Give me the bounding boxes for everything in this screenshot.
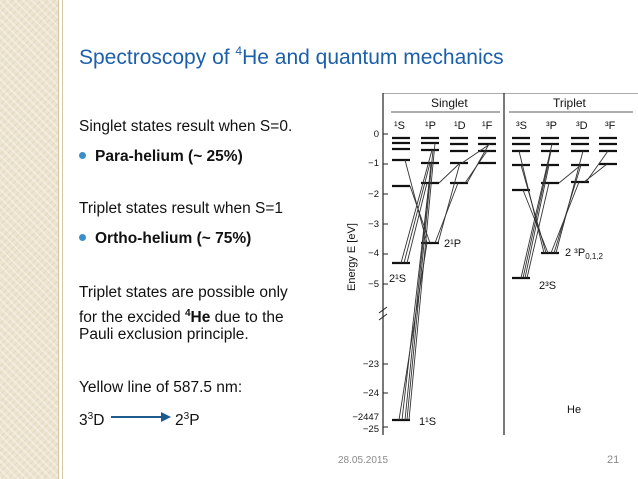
label-1-1S: 1¹S xyxy=(419,416,437,428)
transition-arrow-icon xyxy=(109,409,173,425)
label-2-3P-sub: 0,1,2 xyxy=(585,252,603,261)
footer-date: 28.05.2015 xyxy=(338,455,389,466)
y-tick: −1 xyxy=(368,158,379,169)
ortho-helium-bullet xyxy=(79,230,251,248)
col-1S: ¹S xyxy=(394,120,405,132)
y-axis-label: Energy E [eV] xyxy=(346,223,358,291)
transition-from-sup: 3 xyxy=(87,411,94,422)
singlet-line: Singlet states result when S=0. xyxy=(79,118,293,135)
singlet-levels xyxy=(392,138,496,420)
triplet-line: Triplet states result when S=1 xyxy=(79,200,284,217)
possible-line-2-sup: 4 xyxy=(184,308,191,319)
col-1D: ¹D xyxy=(454,120,466,132)
y-tick: −4 xyxy=(368,248,379,259)
possible-line-2 xyxy=(79,304,284,327)
singlet-header: Singlet xyxy=(431,96,468,110)
y-tick: −24 xyxy=(362,388,379,399)
label-2-1S: 2¹S xyxy=(389,273,407,285)
title-text: Spectroscopy of xyxy=(79,46,236,69)
col-3D: ³D xyxy=(576,120,588,132)
page-number: 21 xyxy=(607,454,620,466)
bullet-icon xyxy=(79,152,86,159)
transition-to-sup: 3 xyxy=(183,411,190,422)
title-rest: and quantum mechanics xyxy=(268,46,504,69)
col-3P: ³P xyxy=(546,120,557,132)
possible-line-2-bold: He xyxy=(190,309,211,327)
label-2-1P: 2¹P xyxy=(444,238,462,250)
col-1P: ¹P xyxy=(425,120,436,132)
bullet-icon xyxy=(79,234,86,241)
title-superscript: 4 xyxy=(235,44,243,58)
title-element: He xyxy=(242,46,269,69)
element-label: He xyxy=(567,404,582,416)
helium-energy-level-diagram xyxy=(335,93,638,435)
y-tick: −23 xyxy=(362,359,379,370)
left-decorative-band xyxy=(0,0,58,479)
yellow-line-text: Yellow line of 587.5 nm: xyxy=(79,379,243,396)
possible-line-2-post: due to the xyxy=(210,309,284,327)
y-tick: −3 xyxy=(368,219,379,230)
slide-title xyxy=(79,44,638,70)
possible-line-3: Pauli exclusion principle. xyxy=(79,326,249,343)
col-3F: ³F xyxy=(605,120,616,132)
y-tick: 0 xyxy=(373,129,379,140)
y-tick: −2447 xyxy=(352,412,379,423)
label-2-3S: 2³S xyxy=(539,280,557,292)
band-divider-line xyxy=(58,0,59,479)
possible-line-1: Triplet states are possible only xyxy=(79,284,288,301)
possible-line-2-text: for the excided xyxy=(79,309,185,327)
y-tick: −2 xyxy=(368,189,379,200)
label-2-3P-main: 2 ³P xyxy=(565,247,586,259)
transition-from-l: D xyxy=(93,412,105,430)
y-tick: −25 xyxy=(362,424,379,435)
transition-to-l: P xyxy=(189,412,200,430)
transition-from xyxy=(79,407,104,430)
transition-to xyxy=(175,407,200,430)
col-1F: ¹F xyxy=(482,120,493,132)
label-2-3P xyxy=(565,247,604,261)
col-3S: ³S xyxy=(516,120,527,132)
band-divider-line-2 xyxy=(62,0,63,479)
triplet-header: Triplet xyxy=(553,96,586,110)
transition-from-n: 3 xyxy=(79,412,88,430)
para-helium-text: Para-helium (~ 25%) xyxy=(95,148,243,165)
singlet-transitions xyxy=(399,143,490,420)
ortho-helium-text: Ortho-helium (~ 75%) xyxy=(95,230,252,247)
para-helium-bullet xyxy=(79,148,243,166)
transition-to-n: 2 xyxy=(175,412,184,430)
y-tick: −5 xyxy=(368,279,379,290)
